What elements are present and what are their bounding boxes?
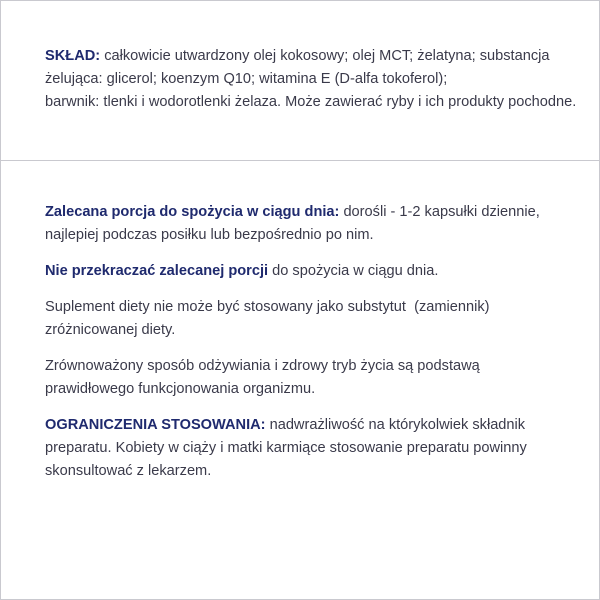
restrictions-label: OGRANICZENIA STOSOWANIA: (45, 417, 266, 433)
lifestyle-line-2: prawidłowego funkcjonowania organizmu. (45, 381, 316, 397)
composition-text-1: całkowicie utwardzony olej kokosowy; olej MCT; żelatyna; substancja (100, 48, 550, 64)
supplement-paragraph (45, 296, 585, 342)
restrictions-paragraph (45, 414, 585, 483)
restrictions-line-1 (45, 414, 585, 437)
dosage-label: Zalecana porcja do spożycia w ciągu dnia: (45, 204, 340, 220)
section-divider (1, 160, 599, 161)
dosage-line-1 (45, 201, 585, 224)
lifestyle-paragraph (45, 355, 585, 401)
restrictions-text-1: nadwrażliwość na którykolwiek składnik (265, 417, 526, 433)
warning-text-1: do spożycia w ciągu dnia. (268, 263, 439, 279)
composition-line-2: żelująca: glicerol; koenzym Q10; witamina E (D-alfa tokoferol); (45, 71, 448, 87)
supplement-line-2: zróżnicowanej diety. (45, 322, 176, 338)
warning-line-1 (45, 260, 585, 283)
composition-label: SKŁAD: (45, 48, 101, 64)
dosage-line-2: najlepiej podczas posiłku lub bezpośrednio po nim. (45, 227, 374, 243)
restrictions-line-2: preparatu. Kobiety w ciąży i matki karmiące stosowanie preparatu powinny (45, 440, 527, 456)
warning-label: Nie przekraczać zalecanej porcji (45, 263, 269, 279)
lifestyle-line-1: Zrównoważony sposób odżywiania i zdrowy tryb życia są podstawą (45, 358, 480, 374)
usage-section (45, 201, 585, 496)
dosage-paragraph (45, 201, 585, 247)
warning-paragraph (45, 260, 585, 283)
supplement-line-1: Suplement diety nie może być stosowany jako substytut (zamiennik) (45, 299, 490, 315)
composition-section (45, 45, 585, 114)
composition-line-3: barwnik: tlenki i wodorotlenki żelaza. Może zawierać ryby i ich produkty pochodne. (45, 94, 577, 110)
restrictions-line-3: skonsultować z lekarzem. (45, 463, 212, 479)
composition-line-1 (45, 45, 585, 68)
dosage-text-1: dorośli - 1-2 kapsułki dziennie, (339, 204, 540, 220)
